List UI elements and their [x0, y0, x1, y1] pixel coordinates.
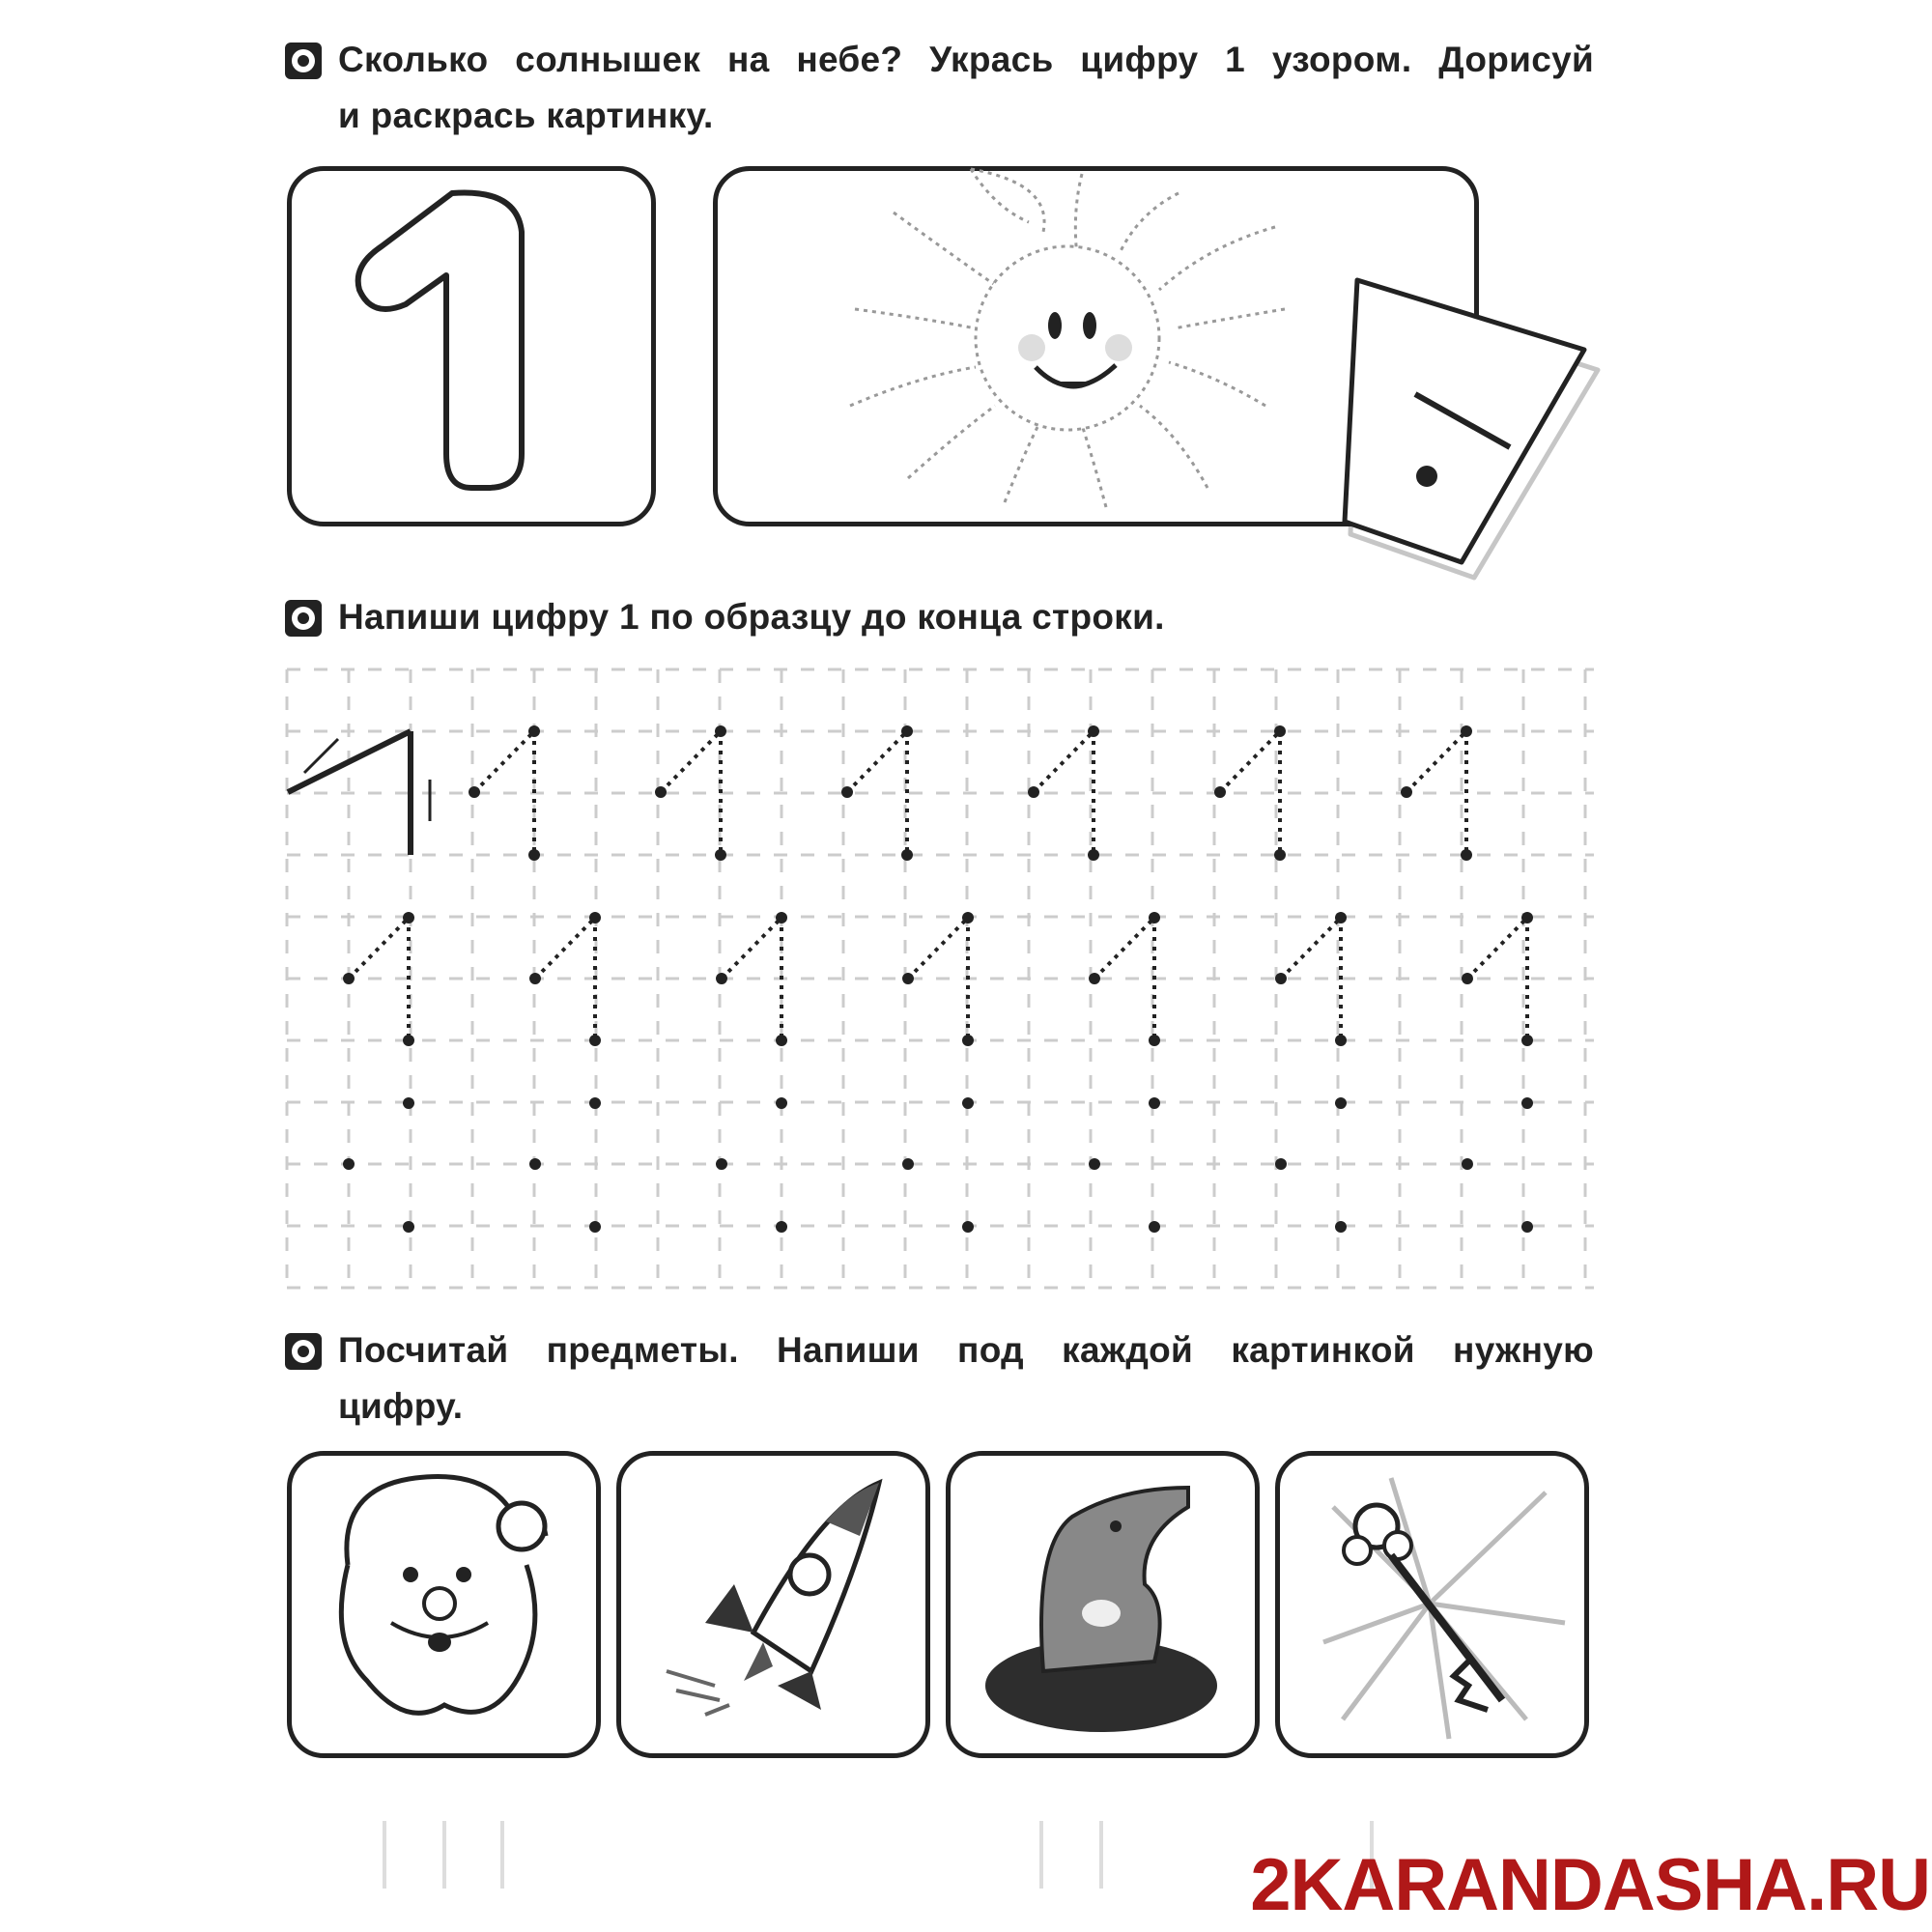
end-dot	[901, 849, 913, 861]
start-dot	[1335, 912, 1347, 923]
start-dot	[776, 1097, 787, 1109]
task-3-text-line-2: цифру.	[338, 1386, 464, 1426]
traced-digit-stroke	[1281, 918, 1341, 979]
start-dot	[1335, 1097, 1347, 1109]
start-dot	[1274, 725, 1286, 737]
end-dot	[1521, 1035, 1533, 1046]
start-dot	[1521, 1097, 1533, 1109]
task-bullet-icon	[285, 1333, 322, 1370]
start-dot	[1275, 973, 1287, 984]
traced-digit-stroke	[535, 918, 595, 979]
traced-digit-stroke	[722, 918, 781, 979]
end-dot	[962, 1221, 974, 1233]
end-dot	[1521, 1221, 1533, 1233]
end-dot	[776, 1035, 787, 1046]
start-dot	[655, 786, 667, 798]
start-dot	[841, 786, 853, 798]
direction-arrow-icon	[304, 739, 338, 773]
start-dot	[589, 912, 601, 923]
task-1-text-line-2: и раскрась картинку.	[338, 96, 714, 135]
traced-digit-stroke	[1220, 731, 1280, 792]
start-dot	[962, 912, 974, 923]
start-dot	[1088, 725, 1099, 737]
sun-card	[713, 166, 1479, 526]
traced-digit-stroke	[1467, 918, 1527, 979]
end-dot	[1088, 849, 1099, 861]
digit-card	[287, 166, 656, 526]
start-dot	[1462, 1158, 1473, 1170]
traced-digit-stroke	[349, 918, 409, 979]
start-dot	[1521, 912, 1533, 923]
task-bullet-icon	[285, 600, 322, 637]
start-dot	[716, 1158, 727, 1170]
start-dot	[715, 725, 726, 737]
end-dot	[1335, 1035, 1347, 1046]
start-dot	[901, 725, 913, 737]
start-dot	[1461, 725, 1472, 737]
card-key	[1275, 1451, 1589, 1758]
sample-digit-stroke	[288, 731, 411, 792]
end-dot	[776, 1221, 787, 1233]
task-1-text-line-1: Сколько солнышек на небе? Укрась цифру 1 узором. Дорисуй	[338, 40, 1594, 79]
traced-digit-stroke	[908, 918, 968, 979]
end-dot	[1149, 1035, 1160, 1046]
start-dot	[343, 973, 355, 984]
start-dot	[1275, 1158, 1287, 1170]
traced-digit-stroke	[847, 731, 907, 792]
start-dot	[716, 973, 727, 984]
card-santa	[287, 1451, 601, 1758]
traced-digit-stroke	[1094, 918, 1154, 979]
end-dot	[962, 1035, 974, 1046]
end-dot	[528, 849, 540, 861]
start-dot	[902, 973, 914, 984]
start-dot	[403, 1097, 414, 1109]
start-dot	[528, 725, 540, 737]
end-dot	[715, 849, 726, 861]
start-dot	[902, 1158, 914, 1170]
start-dot	[529, 973, 541, 984]
site-watermark: 2KARANDASHA.RU	[1250, 1844, 1930, 1926]
task-2-text: Напиши цифру 1 по образцу до конца строки.	[338, 597, 1165, 637]
end-dot	[1335, 1221, 1347, 1233]
end-dot	[403, 1035, 414, 1046]
start-dot	[1149, 912, 1160, 923]
end-dot	[1274, 849, 1286, 861]
end-dot	[403, 1221, 414, 1233]
start-dot	[776, 912, 787, 923]
end-dot	[1149, 1221, 1160, 1233]
traced-digit-stroke	[474, 731, 534, 792]
traced-digit-stroke	[1034, 731, 1094, 792]
start-dot	[1028, 786, 1039, 798]
card-rocket	[616, 1451, 930, 1758]
end-dot	[589, 1221, 601, 1233]
end-dot	[589, 1035, 601, 1046]
start-dot	[1462, 973, 1473, 984]
start-dot	[1214, 786, 1226, 798]
start-dot	[1089, 973, 1100, 984]
traced-digit-stroke	[1406, 731, 1466, 792]
start-dot	[529, 1158, 541, 1170]
start-dot	[1089, 1158, 1100, 1170]
start-dot	[962, 1097, 974, 1109]
traced-digit-stroke	[661, 731, 721, 792]
start-dot	[1401, 786, 1412, 798]
start-dot	[343, 1158, 355, 1170]
start-dot	[403, 912, 414, 923]
start-dot	[589, 1097, 601, 1109]
start-dot	[1149, 1097, 1160, 1109]
task-bullet-icon	[285, 43, 322, 79]
task-3-text-line-1: Посчитай предметы. Напиши под каждой картинкой нужную	[338, 1330, 1594, 1370]
end-dot	[1461, 849, 1472, 861]
start-dot	[469, 786, 480, 798]
card-mole	[946, 1451, 1260, 1758]
